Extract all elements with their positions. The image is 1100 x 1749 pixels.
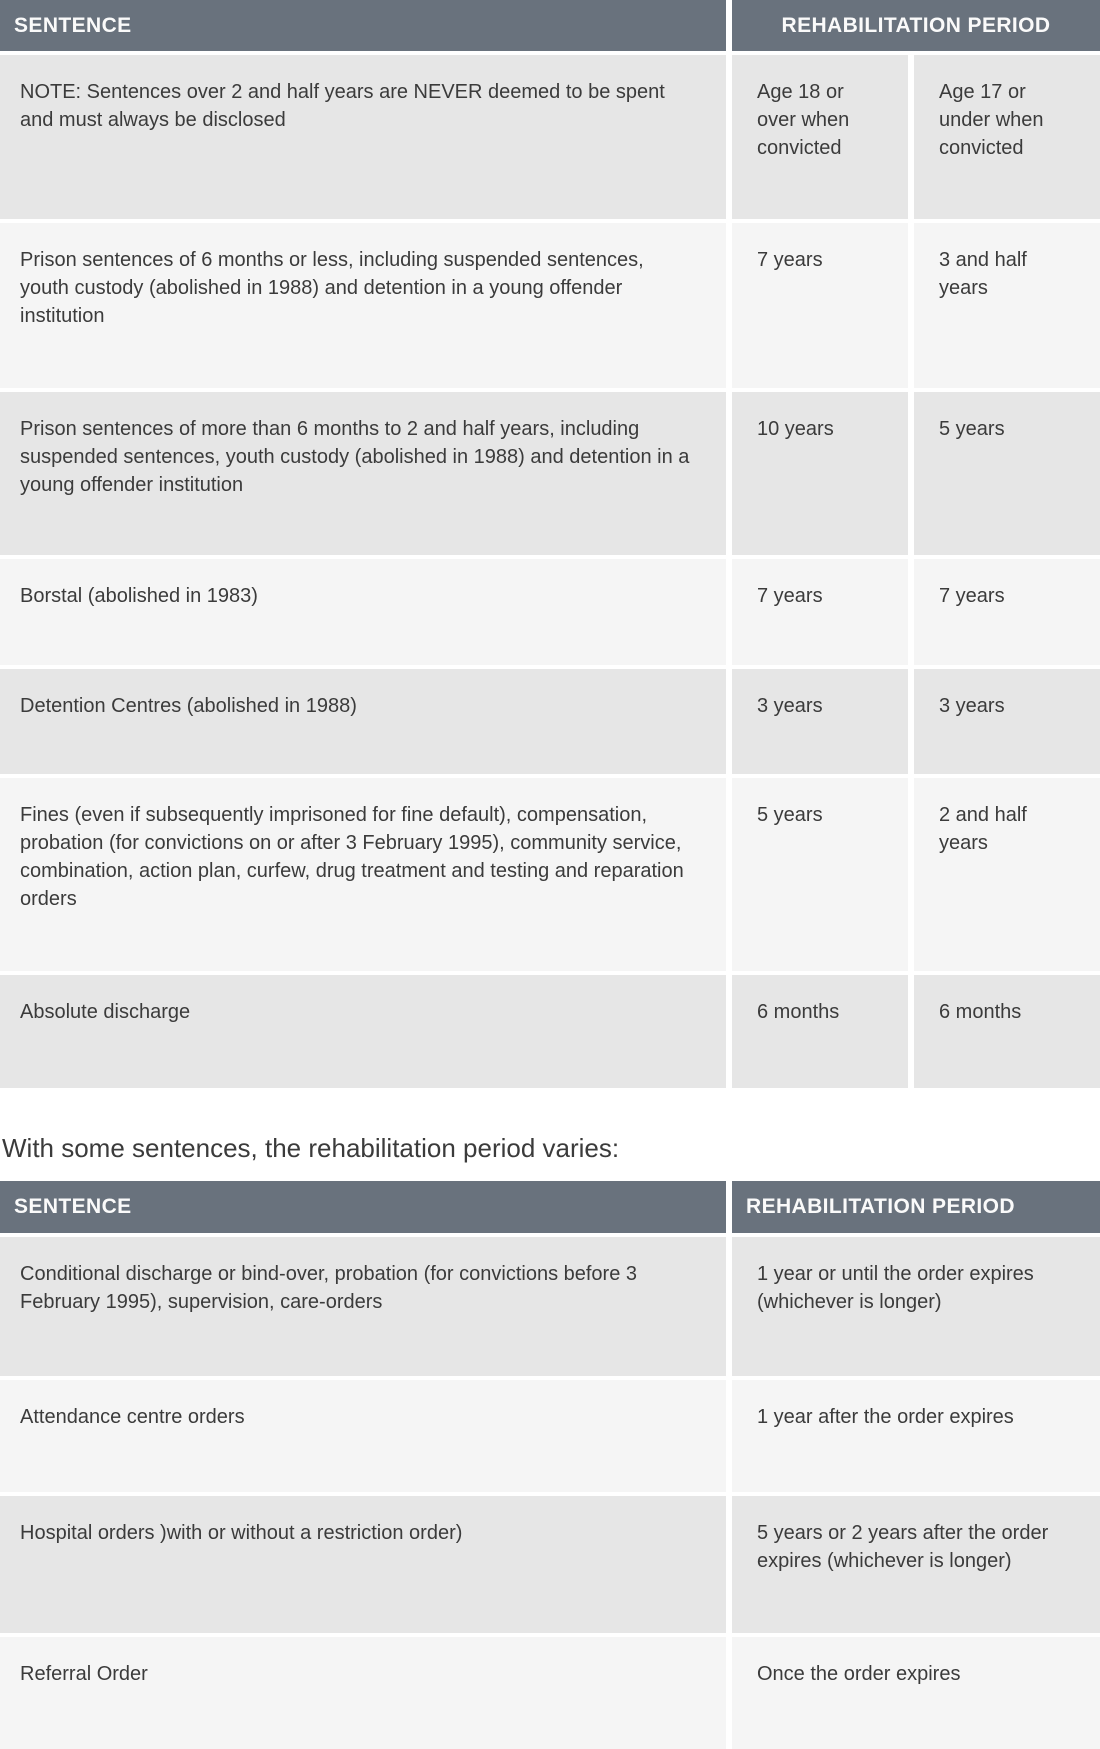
sentence-cell: Prison sentences of 6 months or less, including suspended sentences, youth custody (abolished in 1988) and detention in a young offender institution (0, 223, 726, 388)
period-cell: Once the order expires (732, 1637, 1100, 1749)
table-row (0, 392, 1100, 555)
age-youth-subheader-cell: Age 17 or under when convicted (914, 55, 1100, 219)
period-youth-cell: 6 months (914, 975, 1100, 1088)
period-adult-cell: 10 years (732, 392, 908, 555)
period-cell: 1 year after the order expires (732, 1380, 1100, 1492)
table-row (0, 1496, 1100, 1633)
table-row (0, 1237, 1100, 1376)
table-row (0, 559, 1100, 665)
sentence-cell: Prison sentences of more than 6 months to 2 and half years, including suspended sentences, youth custody (abolished in 1988) and detention in a young offender institution (0, 392, 726, 555)
period-youth-cell: 3 years (914, 669, 1100, 774)
table-row (0, 669, 1100, 774)
sentence-cell: Conditional discharge or bind-over, probation (for convictions before 3 February 1995), supervision, care-orders (0, 1237, 726, 1376)
period-youth-cell: 3 and half years (914, 223, 1100, 388)
period-adult-cell: 3 years (732, 669, 908, 774)
table-row (0, 223, 1100, 388)
period-adult-cell: 7 years (732, 223, 908, 388)
table-row (0, 1637, 1100, 1749)
age-adult-subheader-cell: Age 18 or over when convicted (732, 55, 908, 219)
sentence-cell: Hospital orders )with or without a restriction order) (0, 1496, 726, 1633)
period-youth-cell: 2 and half years (914, 778, 1100, 971)
period-cell: 5 years or 2 years after the order expires (whichever is longer) (732, 1496, 1100, 1633)
table1-sentence-header: SENTENCE (0, 0, 726, 51)
table2-sentence-header: SENTENCE (0, 1181, 726, 1233)
sentence-cell: Detention Centres (abolished in 1988) (0, 669, 726, 774)
period-adult-cell: 6 months (732, 975, 908, 1088)
sentence-cell: Referral Order (0, 1637, 726, 1749)
varies-heading: With some sentences, the rehabilitation period varies: (2, 1133, 620, 1163)
sentence-cell: Attendance centre orders (0, 1380, 726, 1492)
table-row (0, 975, 1100, 1088)
period-youth-cell: 5 years (914, 392, 1100, 555)
sentence-cell: Absolute discharge (0, 975, 726, 1088)
period-youth-cell: 7 years (914, 559, 1100, 665)
sentence-cell: Fines (even if subsequently imprisoned for fine default), compensation, probation (for convictions on or after 3 February 1995), community service, combination, action plan, curfew, drug treatment and testing and reparation orders (0, 778, 726, 971)
variable-periods-table (0, 1181, 1100, 1749)
period-adult-cell: 5 years (732, 778, 908, 971)
table-row-note (0, 55, 1100, 219)
table2-header-row (0, 1181, 1100, 1233)
period-adult-cell: 7 years (732, 559, 908, 665)
sentence-cell: Borstal (abolished in 1983) (0, 559, 726, 665)
period-cell: 1 year or until the order expires (whichever is longer) (732, 1237, 1100, 1376)
table-row (0, 1380, 1100, 1492)
note-cell: NOTE: Sentences over 2 and half years are NEVER deemed to be spent and must always be disclosed (0, 55, 726, 219)
table1-rehab-period-header: REHABILITATION PERIOD (732, 0, 1100, 51)
table-row (0, 778, 1100, 971)
table1-header-row (0, 0, 1100, 51)
table2-rehab-period-header: REHABILITATION PERIOD (732, 1181, 1100, 1233)
